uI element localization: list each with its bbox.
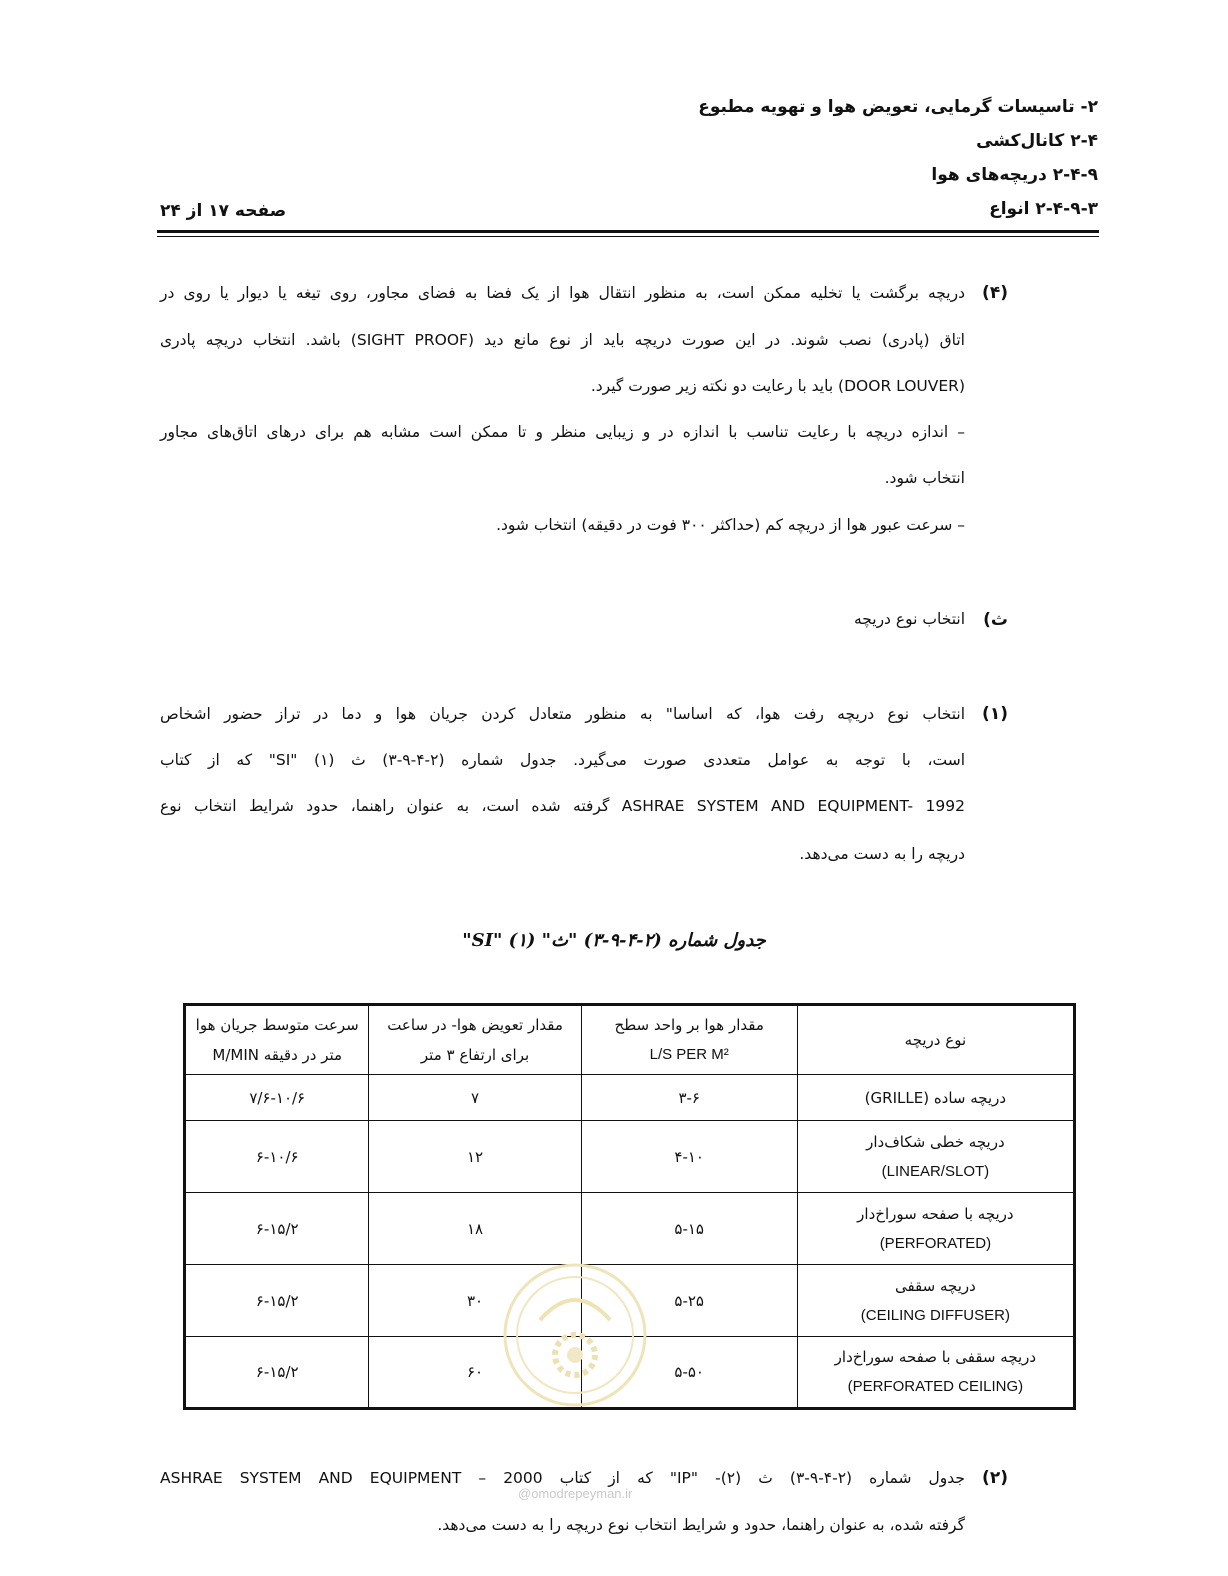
- cell-air: [581, 1075, 797, 1121]
- header-air-per-area: [581, 1005, 797, 1075]
- item1-line-3: ASHRAE SYSTEM AND EQUIPMENT- 1992 گرفته شده است، به عنوان راهنما، حدود شرایط انتخاب نوع: [160, 797, 965, 815]
- cell-air-value: ۴-۱۰: [674, 1147, 704, 1166]
- cell-type-fa: دریچه سقفی: [894, 1276, 976, 1295]
- cell-type: [797, 1075, 1074, 1121]
- section-title: انتخاب نوع دریچه: [853, 610, 965, 628]
- cell-type-en: (PERFORATED CEILING): [847, 1378, 1024, 1395]
- watermark-text: @omodrepeyman.ir: [518, 1486, 633, 1501]
- cell-vel-value: ۶-۱۵/۲: [255, 1219, 299, 1238]
- header-vel-unit: متر در دقیقه M/MIN: [212, 1046, 343, 1064]
- header-chapter: ۲- تاسیسات گرمایی، تعویض هوا و تهویه مطبوع: [698, 97, 1098, 117]
- item1-line-4: دریچه را به دست می‌دهد.: [799, 845, 965, 863]
- cell-vel-value: ۶-۱۰/۶: [255, 1147, 299, 1166]
- header-vel-label: سرعت متوسط جریان هوا: [195, 1016, 359, 1034]
- header-section: ۲-۴ کانال‌کشی: [976, 131, 1098, 151]
- table-row: [185, 1075, 1075, 1121]
- cell-type-en: (LINEAR/SLOT): [881, 1162, 990, 1180]
- cell-chg: [369, 1193, 581, 1265]
- item1-line-1: انتخاب نوع دریچه رفت هوا، که اساسا" به منظور متعادل کردن جریان هوا و دما در تراز حضور اشخاص: [160, 705, 965, 723]
- cell-chg-value: ۱۸: [466, 1219, 484, 1238]
- cell-type: [797, 1265, 1074, 1337]
- section-letter: ث): [983, 610, 1008, 630]
- header-divider-thin: [157, 236, 1099, 237]
- header-divider: [157, 230, 1099, 233]
- cell-air-value: ۳-۶: [678, 1088, 700, 1107]
- cell-vel-value: ۷/۶-۱۰/۶: [249, 1088, 306, 1107]
- cell-type-fa: دریچه سقفی با صفحه سوراخ‌دار: [834, 1348, 1037, 1366]
- table-header-row: [185, 1005, 1075, 1075]
- header-air-unit: L/S PER M²: [649, 1046, 729, 1063]
- cell-type: [797, 1193, 1074, 1265]
- header-type: [797, 1005, 1074, 1075]
- item4-line-6: – سرعت عبور هوا از دریچه کم (حداکثر ۳۰۰ فوت در دقیقه) انتخاب شود.: [496, 516, 965, 534]
- cell-vel-value: ۶-۱۵/۲: [255, 1291, 299, 1310]
- cell-vel: [185, 1121, 369, 1193]
- cell-type: [797, 1121, 1074, 1193]
- cell-air: [581, 1193, 797, 1265]
- item4-line-2: اتاق (پادری) نصب شوند. در این صورت دریچه باید از نوع مانع دید (SIGHT PROOF) باشد. انتخاب دریچه پادری: [160, 331, 965, 349]
- header-type-label: نوع دریچه: [904, 1031, 967, 1049]
- cell-type-en: (PERFORATED): [879, 1234, 992, 1252]
- cell-chg: [369, 1075, 581, 1121]
- header-subsection: ۲-۴-۹ دریچه‌های هوا: [931, 165, 1098, 185]
- item2-line-1: جدول شماره (۲-۴-۹-۳) ث (۲)- "IP" که از کتاب ASHRAE SYSTEM AND EQUIPMENT – 2000: [160, 1469, 965, 1487]
- item2-number: (۲): [982, 1468, 1008, 1488]
- header-air-changes: [369, 1005, 581, 1075]
- cell-air-value: ۵-۵۰: [674, 1363, 704, 1381]
- table-row: [185, 1121, 1075, 1193]
- cell-type-fa: دریچه خطی شکاف‌دار: [866, 1132, 1005, 1151]
- cell-chg: [369, 1121, 581, 1193]
- cell-chg-value: ۷: [471, 1088, 480, 1107]
- cell-chg-value: ۳۰: [466, 1291, 484, 1310]
- page-number: صفحه ۱۷ از ۲۴: [160, 201, 287, 221]
- cell-vel: [185, 1075, 369, 1121]
- item1-number: (۱): [982, 704, 1008, 724]
- cell-air-value: ۵-۱۵: [674, 1219, 704, 1238]
- header-chg-label: مقدار تعویض هوا- در ساعت: [387, 1016, 563, 1034]
- watermark-seal-icon: [500, 1260, 650, 1410]
- cell-type: [797, 1337, 1074, 1409]
- item4-line-4: – اندازه دریچه با رعایت تناسب با اندازه در و زیبایی منظر و تا ممکن است مشابه هم برای درهای اتاق‌های مجاور: [160, 423, 965, 441]
- cell-vel-value: ۶-۱۵/۲: [255, 1363, 299, 1381]
- header-velocity: [185, 1005, 369, 1075]
- table-title: جدول شماره (۲-۴-۹-۳) "ث" (۱) "SI": [462, 930, 766, 951]
- header-air-label: مقدار هوا بر واحد سطح: [614, 1016, 764, 1034]
- cell-air: [581, 1121, 797, 1193]
- item1-line-2: است، با توجه به عوامل متعددی صورت می‌گیرد. جدول شماره (۲-۴-۹-۳) ث (۱) "SI" که از کتاب: [160, 751, 966, 769]
- item4-line-5: انتخاب شود.: [884, 469, 965, 487]
- header-subsubsection: ۲-۴-۹-۳ انواع: [989, 199, 1098, 219]
- cell-vel: [185, 1337, 369, 1409]
- table-row: [185, 1193, 1075, 1265]
- cell-type-fa: دریچه ساده (GRILLE): [864, 1088, 1007, 1107]
- cell-chg-value: ۱۲: [466, 1147, 484, 1166]
- item4-line-1: دریچه برگشت یا تخلیه ممکن است، به منظور انتقال هوا از یک فضا به فضای مجاور، روی تیغه یا دیوار یا روی در: [160, 284, 965, 302]
- item4-number: (۴): [982, 283, 1008, 303]
- cell-air-value: ۵-۲۵: [674, 1291, 704, 1310]
- cell-chg-value: ۶۰: [466, 1363, 484, 1381]
- cell-vel: [185, 1193, 369, 1265]
- cell-vel: [185, 1265, 369, 1337]
- cell-type-en: (CEILING DIFFUSER): [860, 1306, 1010, 1324]
- item2-line-2: گرفته شده، به عنوان راهنما، حدود و شرایط انتخاب نوع دریچه را به دست می‌دهد.: [437, 1516, 965, 1534]
- header-chg-sub: برای ارتفاع ۳ متر: [420, 1046, 530, 1064]
- item4-line-3: (DOOR LOUVER) باید با رعایت دو نکته زیر صورت گیرد.: [590, 377, 965, 395]
- cell-type-fa: دریچه با صفحه سوراخ‌دار: [857, 1204, 1014, 1223]
